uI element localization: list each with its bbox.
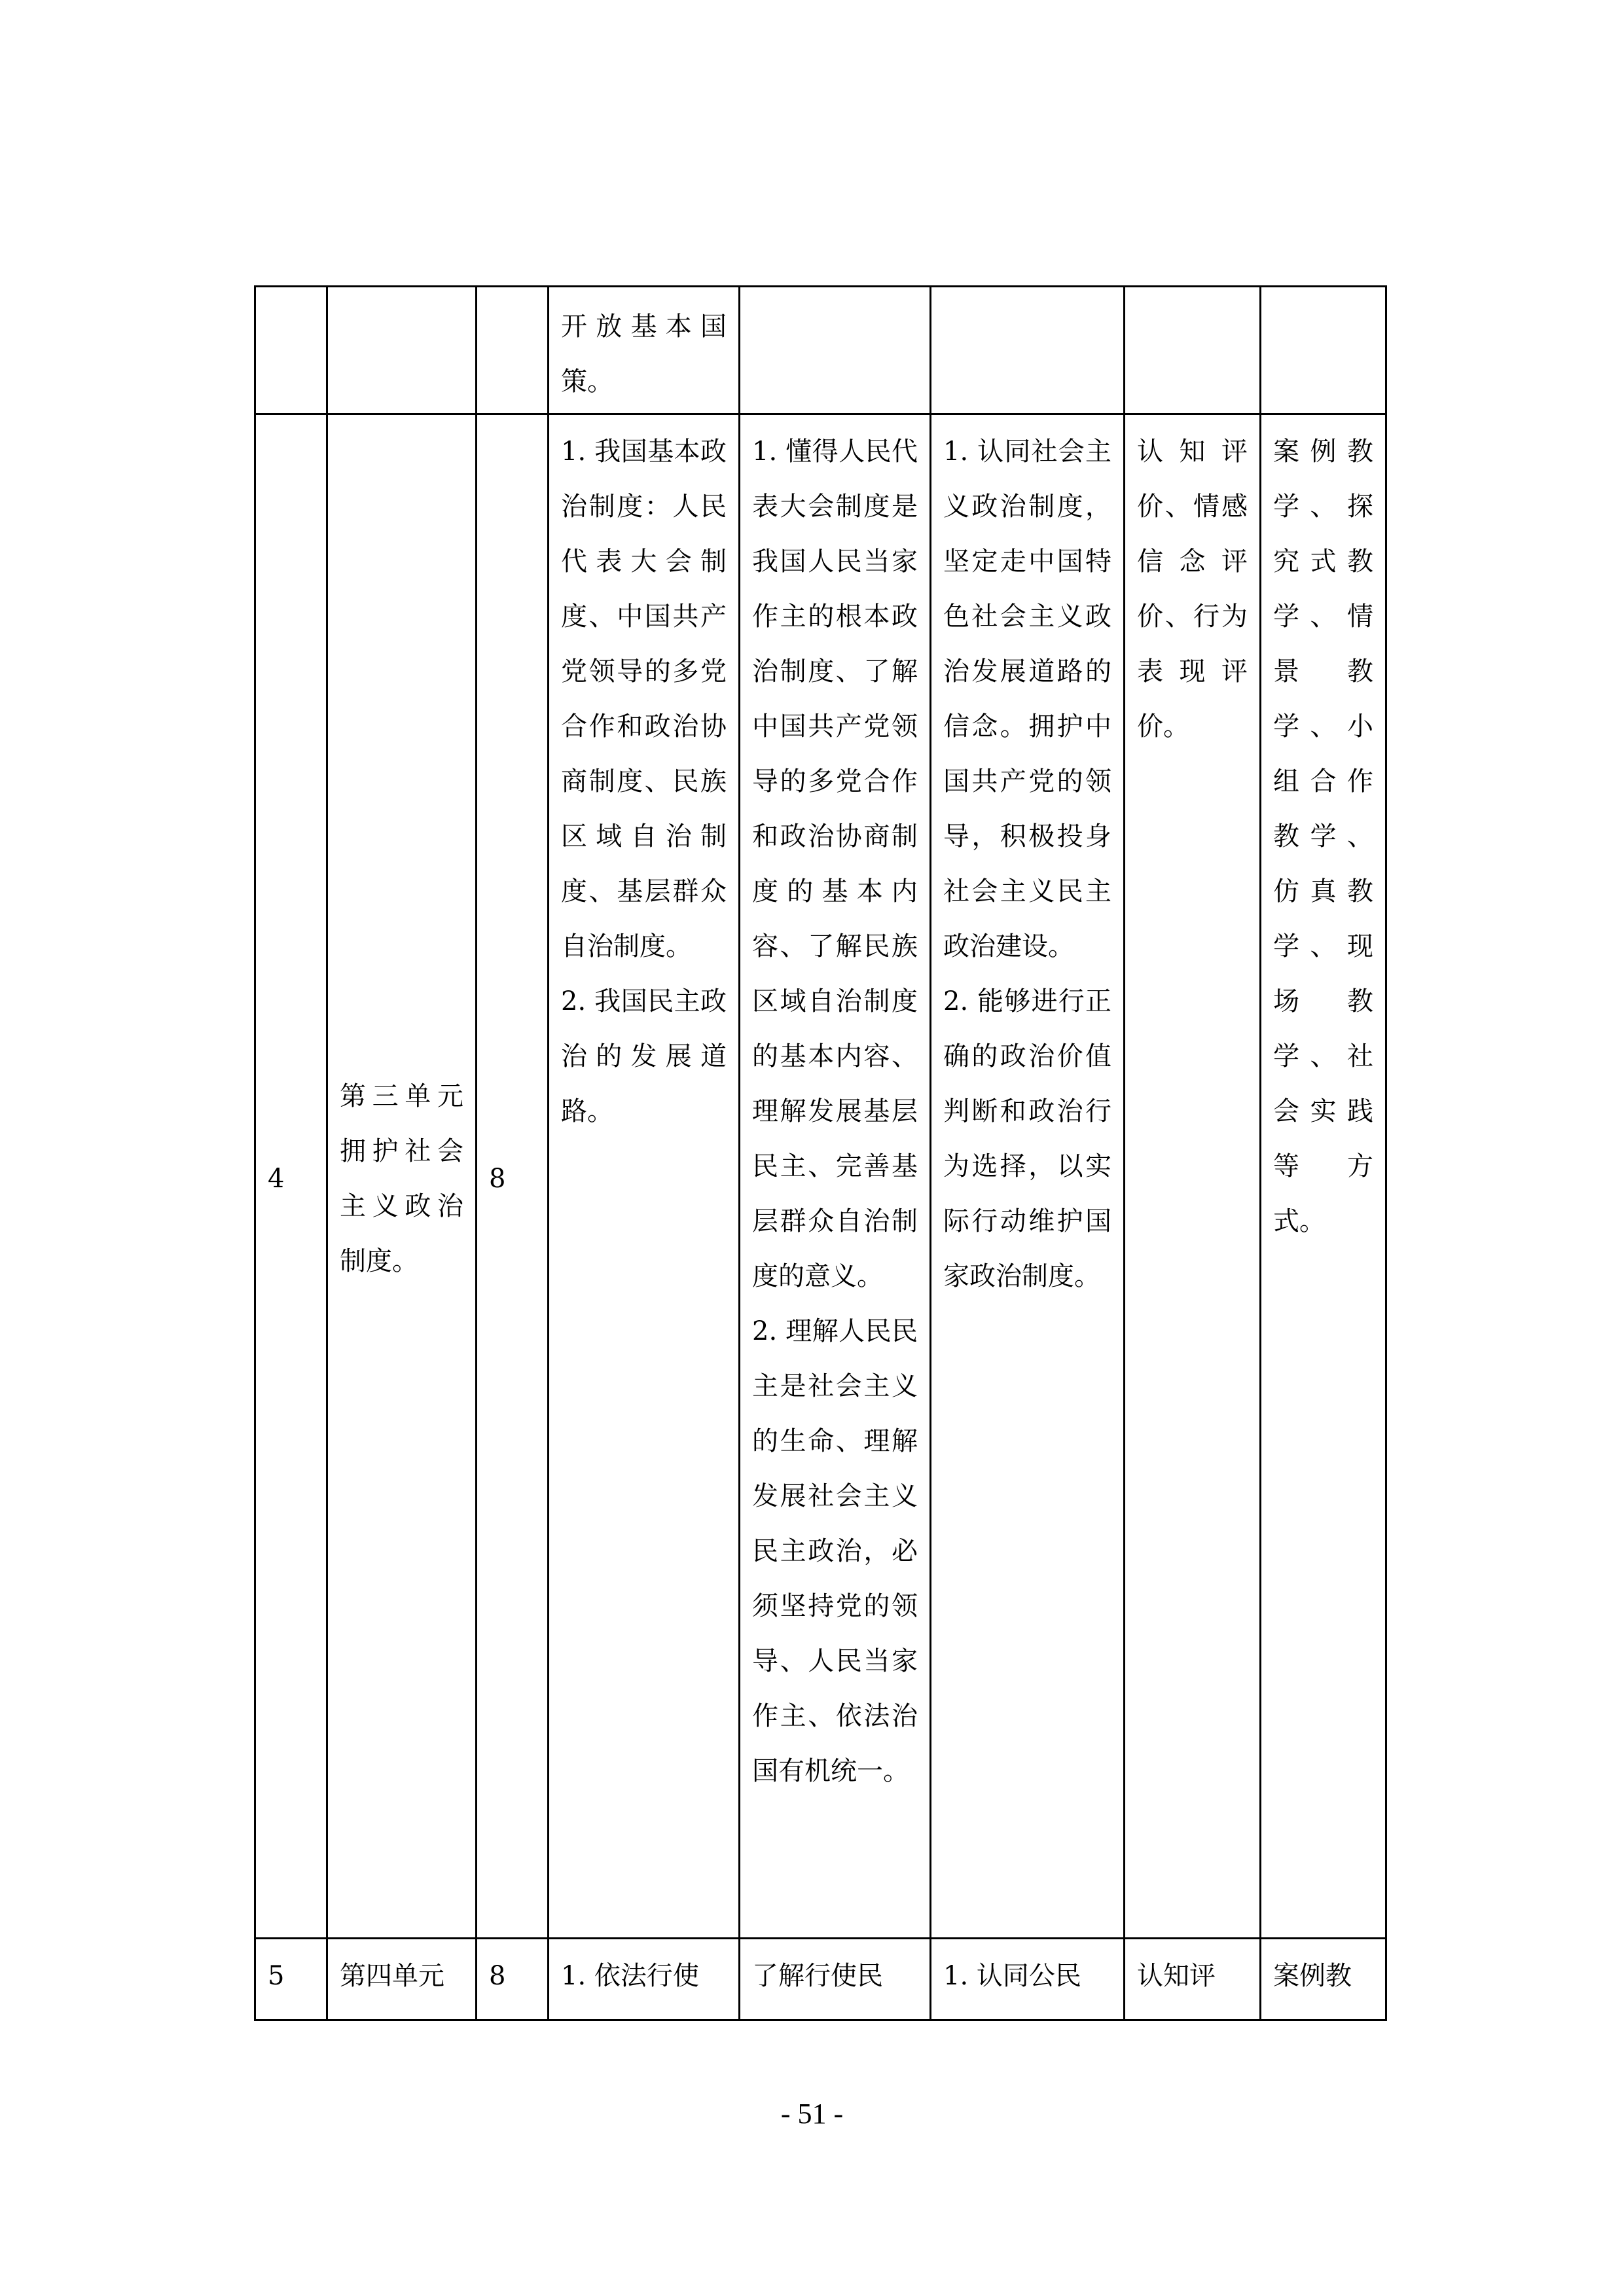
table-row-continued [255,287,1386,414]
cell-quality: 1. 认同社会主义政治制度，坚定走中国特色社会主义政治发展道路的信念。拥护中国共产党的领导，积极投身社会主义民主政治建设。 2. 能够进行正确的政治价值判断和政治行为选择，以实际行动维护国家政治制度。 [931,414,1125,1939]
cell-unit: 第三单元拥护社会主义政治制度。 [327,414,477,1939]
cell-hours: 8 [477,414,549,1939]
cell-content: 1. 我国基本政治制度：人民代表大会制度、中国共产党领导的多党合作和政治协商制度、民族区域自治制度、基层群众自治制度。 2. 我国民主政治的发展道路。 [549,414,740,1939]
cell-method: 案例教学、探究式教学、情景教学、小组合作教学、仿真教学、现场教学、社会实践等方式。 [1261,414,1386,1939]
cell-no: 4 [255,414,327,1939]
page-number: - 51 - [780,2098,844,2130]
cell-knowledge: 1. 懂得人民代表大会制度是我国人民当家作主的根本政治制度、了解中国共产党领导的多党合作和政治协商制度的基本内容、了解民族区域自治制度的基本内容、理解发展基层民主、完善基层群众自治制度的意义。 2. 理解人民民主是社会主义的生命、理解发展社会主义民主政治，必须坚持党的领导、人民当家作主、依法治国有机统一。 [740,414,931,1939]
cell-knowledge: 了解行使民 [740,1939,931,2020]
cell-method [1261,287,1386,414]
cell-quality: 1. 认同公民 [931,1939,1125,2020]
cell-evaluation: 认知评价、情感信念评价、行为表现评价。 [1125,414,1261,1939]
table-row-unit-3 [255,414,1386,1939]
cell-hours: 8 [477,1939,549,2020]
cell-method: 案例教 [1261,1939,1386,2020]
table-row-unit-4 [255,1939,1386,2020]
cell-unit: 第四单元 [327,1939,477,2020]
course-syllabus-table [254,285,1387,2021]
cell-hours [477,287,549,414]
cell-evaluation: 认知评 [1125,1939,1261,2020]
cell-content: 1. 依法行使 [549,1939,740,2020]
cell-content: 开放基本国策。 [549,287,740,414]
cell-unit [327,287,477,414]
cell-quality [931,287,1125,414]
cell-no: 5 [255,1939,327,2020]
cell-no [255,287,327,414]
cell-evaluation [1125,287,1261,414]
cell-knowledge [740,287,931,414]
